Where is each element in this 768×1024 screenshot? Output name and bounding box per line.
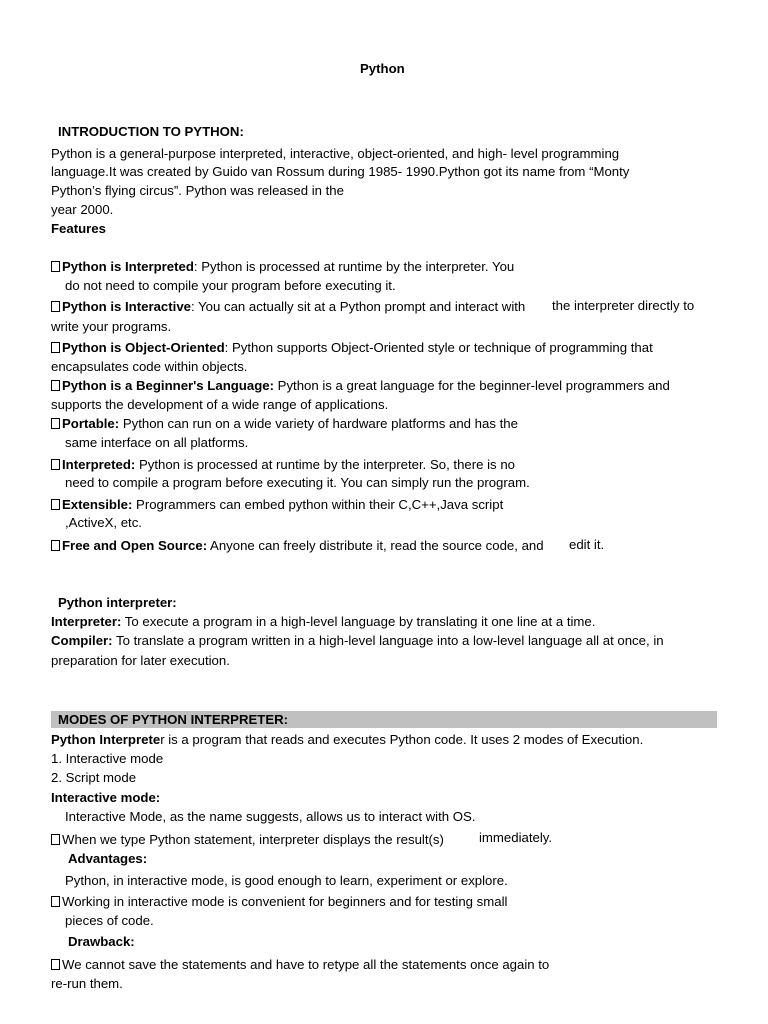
interactive-when-text: When we type Python statement, interpreter displays the result(s) <box>62 832 444 847</box>
interactive-when <box>51 832 444 848</box>
feature-desc: Python is processed at runtime by the interpreter. So, there is no <box>135 457 515 472</box>
feature-desc-cont: same interface on all platforms. <box>65 435 249 450</box>
features-heading: Features <box>51 221 106 236</box>
modes-heading: MODES OF PYTHON INTERPRETER: <box>58 712 289 727</box>
feature-desc: : You can actually sit at a Python prompt and interact with <box>190 299 526 314</box>
feature-desc-cont: supports the development of a wide range of applications. <box>51 397 389 412</box>
compiler-term: Compiler: <box>51 633 113 648</box>
feature-item <box>51 416 518 432</box>
bullet-icon <box>51 459 60 470</box>
advantage-2-cont: pieces of code. <box>65 913 154 928</box>
bullet-icon <box>51 540 60 551</box>
feature-desc: : Python is processed at runtime by the interpreter. You <box>193 259 515 274</box>
drawback-1-text: We cannot save the statements and have to retype all the statements once again to <box>62 957 550 972</box>
intro-heading: INTRODUCTION TO PYTHON: <box>58 124 244 139</box>
advantages-heading: Advantages: <box>68 851 148 866</box>
interactive-text: Interactive Mode, as the name suggests, allows us to interact with OS. <box>65 809 476 824</box>
drawback-1 <box>51 957 549 973</box>
intro-line-3: Python’s flying circus”. Python was released in the <box>51 183 344 198</box>
feature-desc-cont: need to compile a program before executing it. You can simply run the program. <box>65 475 530 490</box>
feature-desc: Anyone can freely distribute it, read the source code, and <box>207 538 544 553</box>
feature-term: Python is Object-Oriented <box>62 340 225 355</box>
feature-desc: Python can run on a wide variety of hardware platforms and has the <box>119 416 518 431</box>
bullet-icon <box>51 896 60 907</box>
modes-intro <box>51 732 643 748</box>
advantage-2-text: Working in interactive mode is convenient for beginners and for testing small <box>62 894 508 909</box>
feature-desc: : Python supports Object-Oriented style or technique of programming that <box>224 340 653 355</box>
compiler-def <box>51 633 664 649</box>
interpreter-heading: Python interpreter: <box>58 595 177 610</box>
feature-term: Extensible: <box>62 497 133 512</box>
interactive-heading: Interactive mode: <box>51 790 161 805</box>
modes-list-item: 2. Script mode <box>51 770 137 785</box>
drawback-1-cont: re-run them. <box>51 976 123 991</box>
bullet-icon <box>51 301 60 312</box>
feature-item <box>51 299 525 315</box>
interpreter-text: To execute a program in a high-level language by translating it one line at a time. <box>121 614 596 629</box>
feature-term: Portable: <box>62 416 120 431</box>
feature-item <box>51 538 544 554</box>
feature-item <box>51 340 653 356</box>
compiler-text-cont: preparation for later execution. <box>51 653 230 668</box>
advantage-1: Python, in interactive mode, is good enough to learn, experiment or explore. <box>65 873 508 888</box>
interactive-when-right: immediately. <box>479 830 553 845</box>
advantage-2 <box>51 894 507 910</box>
bullet-icon <box>51 499 60 510</box>
bullet-icon <box>51 418 60 429</box>
feature-desc: Programmers can embed python within their C,C++,Java script <box>132 497 504 512</box>
intro-line-2: language.It was created by Guido van Rossum during 1985- 1990.Python got its name from “Monty <box>51 164 630 179</box>
bullet-icon <box>51 380 60 391</box>
feature-term: Interpreted: <box>62 457 136 472</box>
compiler-text: To translate a program written in a high-level language into a low-level language all at once, in <box>112 633 664 648</box>
feature-desc-right: edit it. <box>569 537 605 552</box>
drawback-heading: Drawback: <box>68 934 135 949</box>
feature-item <box>51 457 515 473</box>
modes-intro-text: r is a program that reads and executes Python code. It uses 2 modes of Execution. <box>160 732 644 747</box>
modes-intro-term: Python Interprete <box>51 732 161 747</box>
feature-desc-cont: ,ActiveX, etc. <box>65 515 142 530</box>
feature-desc-cont: write your programs. <box>51 319 172 334</box>
bullet-icon <box>51 342 60 353</box>
feature-desc-cont: encapsulates code within objects. <box>51 359 248 374</box>
feature-term: Python is a Beginner's Language: <box>62 378 274 393</box>
feature-term: Python is Interpreted <box>62 259 194 274</box>
feature-desc: Python is a great language for the beginner-level programmers and <box>273 378 670 393</box>
modes-list-item: 1. Interactive mode <box>51 751 164 766</box>
bullet-icon <box>51 261 60 272</box>
page-title: Python <box>360 61 405 76</box>
bullet-icon <box>51 959 60 970</box>
feature-term: Free and Open Source: <box>62 538 208 553</box>
feature-item <box>51 378 670 394</box>
feature-term: Python is Interactive <box>62 299 191 314</box>
intro-line-1: Python is a general-purpose interpreted, interactive, object-oriented, and high- level programming <box>51 146 620 161</box>
feature-desc-cont: do not need to compile your program before executing it. <box>65 278 396 293</box>
feature-desc-right: the interpreter directly to <box>552 298 695 313</box>
intro-line-4: year 2000. <box>51 202 114 217</box>
feature-item <box>51 259 514 275</box>
bullet-icon <box>51 834 60 845</box>
feature-item <box>51 497 503 513</box>
interpreter-term: Interpreter: <box>51 614 122 629</box>
interpreter-def <box>51 614 595 630</box>
